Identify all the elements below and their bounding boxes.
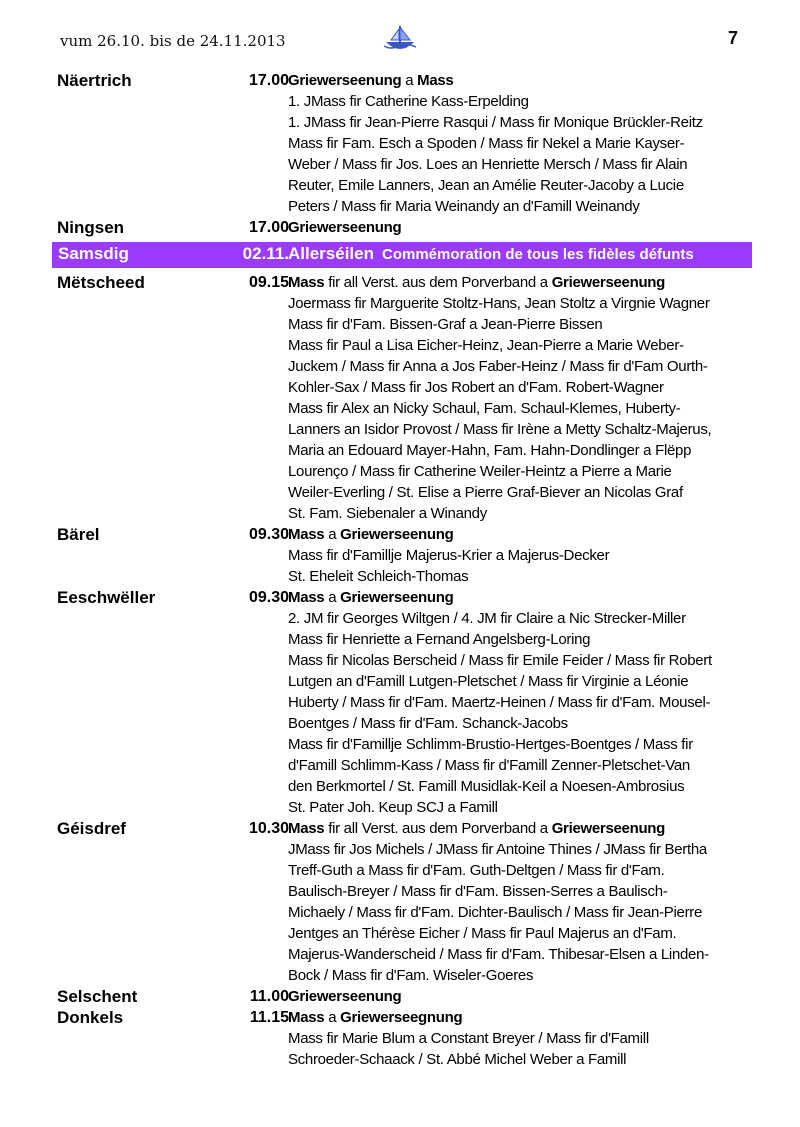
detail-line <box>288 175 747 196</box>
detail-line <box>288 734 747 755</box>
text: Mass fir d'Famillje Majerus-Krier a Majerus-Decker <box>288 547 610 564</box>
detail-line <box>288 692 747 713</box>
text: JMass fir Jos Michels / JMass fir Antoine Thines / JMass fir Bertha <box>288 841 707 858</box>
text: Schroeder-Schaack / St. Abbé Michel Weber a Famill <box>288 1051 627 1068</box>
service-details <box>288 524 747 587</box>
detail-line <box>288 818 747 839</box>
bold-text: Mass <box>417 72 454 89</box>
text: Maria an Edouard Mayer-Hahn, Fam. Hahn-Dondlinger a Flëpp <box>288 442 692 459</box>
detail-line <box>288 587 747 608</box>
text: Treff-Guth a Mass fir d'Fam. Guth-Deltgen / Mass fir d'Fam. <box>288 862 665 879</box>
detail-line <box>288 545 747 566</box>
day-date: 02.11. <box>242 244 289 263</box>
text: fir all Verst. aus dem Porverband a <box>324 274 552 291</box>
text: Boentges / Mass fir d'Fam. Schanck-Jacobs <box>288 715 568 732</box>
page-number: 7 <box>727 28 738 48</box>
schedule-after-day <box>57 272 747 1070</box>
detail-line <box>288 356 747 377</box>
detail-line <box>288 314 747 335</box>
place-name: Selschent <box>57 987 138 1006</box>
text: Juckem / Mass fir Anna a Jos Faber-Heinz / Mass fir d'Fam Ourth- <box>288 358 708 375</box>
detail-line <box>288 650 747 671</box>
bold-text: Griewerseenung <box>340 526 454 543</box>
text: Baulisch-Breyer / Mass fir d'Fam. Bissen-Serres a Baulisch- <box>288 883 668 900</box>
text: Joermass fir Marguerite Stoltz-Hans, Jean Stoltz a Virgnie Wagner <box>288 295 710 312</box>
detail-line <box>288 986 747 1007</box>
service-details <box>288 818 747 986</box>
date-range-header: vum 26.10. bis de 24.11.2013 <box>60 32 286 50</box>
service-details <box>288 70 747 217</box>
text: a <box>401 72 418 89</box>
text: a <box>324 1009 341 1026</box>
detail-line <box>288 461 747 482</box>
day-name: Samsdig <box>58 244 129 263</box>
service-time: 17.00 <box>248 72 289 89</box>
detail-line <box>288 272 747 293</box>
detail-line <box>288 154 747 175</box>
detail-line <box>288 91 747 112</box>
feast-name: Allerséilen <box>288 244 374 263</box>
text: Peters / Mass fir Maria Weinandy an d'Famill Weinandy <box>288 198 640 215</box>
place-name: Mëtscheed <box>57 273 145 292</box>
detail-line <box>288 881 747 902</box>
text: Mass fir Nicolas Berscheid / Mass fir Emile Feider / Mass fir Robert <box>288 652 712 669</box>
bold-text: Mass <box>288 820 325 837</box>
detail-line <box>288 1028 747 1049</box>
detail-line <box>288 1049 747 1070</box>
bold-text: Mass <box>288 526 325 543</box>
place-name: Géisdref <box>57 819 126 838</box>
service-details <box>288 587 747 818</box>
text: Weber / Mass fir Jos. Loes an Henriette Mersch / Mass fir Alain <box>288 156 688 173</box>
service-details <box>288 217 747 238</box>
schedule-entry <box>57 272 747 524</box>
text: Huberty / Mass fir d'Fam. Maertz-Heinen / Mass fir d'Fam. Mousel- <box>288 694 711 711</box>
text: a <box>324 589 341 606</box>
place-name: Eeschwëller <box>57 588 156 607</box>
feast <box>288 244 694 264</box>
detail-line <box>288 839 747 860</box>
detail-line <box>288 503 747 524</box>
detail-line <box>288 293 747 314</box>
text: fir all Verst. aus dem Porverband a <box>324 820 552 837</box>
text: d'Famill Schlimm-Kass / Mass fir d'Famill Zenner-Pletschet-Van <box>288 757 690 774</box>
schedule-before-day <box>57 70 747 238</box>
detail-line <box>288 860 747 881</box>
detail-line <box>288 629 747 650</box>
text: Mass fir Paul a Lisa Eicher-Heinz, Jean-Pierre a Marie Weber- <box>288 337 684 354</box>
bold-text: Griewerseenung <box>340 589 454 606</box>
text: 1. JMass fir Catherine Kass-Erpelding <box>288 93 529 110</box>
text: Lourenço / Mass fir Catherine Weiler-Heintz a Pierre a Marie <box>288 463 672 480</box>
detail-line <box>288 902 747 923</box>
schedule-entry <box>57 986 747 1007</box>
schedule <box>57 70 747 1070</box>
text: St. Eheleit Schleich-Thomas <box>288 568 469 585</box>
detail-line <box>288 377 747 398</box>
text: den Berkmortel / St. Famill Musidlak-Keil a Noesen-Ambrosius <box>288 778 685 795</box>
detail-line <box>288 713 747 734</box>
text: Mass fir Fam. Esch a Spoden / Mass fir Nekel a Marie Kayser- <box>288 135 685 152</box>
schedule-entry <box>57 1007 747 1070</box>
text: a <box>324 526 341 543</box>
text: Mass fir Henriette a Fernand Angelsberg-Loring <box>288 631 591 648</box>
detail-line <box>288 217 747 238</box>
service-details <box>288 1007 747 1070</box>
bold-text: Mass <box>288 274 325 291</box>
detail-line <box>288 398 747 419</box>
feast-subtitle: Commémoration de tous les fidèles défunts <box>382 246 694 263</box>
detail-line <box>288 133 747 154</box>
detail-line <box>288 1007 747 1028</box>
bold-text: Griewerseegnung <box>340 1009 463 1026</box>
detail-line <box>288 755 747 776</box>
detail-line <box>288 196 747 217</box>
text: Mass fir d'Fam. Bissen-Graf a Jean-Pierre Bissen <box>288 316 603 333</box>
schedule-entry <box>57 524 747 587</box>
text: 1. JMass fir Jean-Pierre Rasqui / Mass fir Monique Brückler-Reitz <box>288 114 703 131</box>
bold-text: Griewerseenung <box>288 988 402 1005</box>
detail-line <box>288 566 747 587</box>
detail-line <box>288 608 747 629</box>
text: Michaely / Mass fir d'Fam. Dichter-Baulisch / Mass fir Jean-Pierre <box>288 904 703 921</box>
detail-line <box>288 965 747 986</box>
text: Jentges an Thérèse Eicher / Mass fir Paul Majerus an d'Fam. <box>288 925 677 942</box>
schedule-entry <box>57 818 747 986</box>
text: St. Fam. Siebenaler a Winandy <box>288 505 487 522</box>
text: Mass fir Alex an Nicky Schaul, Fam. Schaul-Klemes, Huberty- <box>288 400 681 417</box>
text: 2. JM fir Georges Wiltgen / 4. JM fir Claire a Nic Strecker-Miller <box>288 610 686 627</box>
detail-line <box>288 776 747 797</box>
schedule-entry <box>57 70 747 217</box>
service-time: 10.30 <box>248 820 289 837</box>
text: St. Pater Joh. Keup SCJ a Famill <box>288 799 498 816</box>
text: Mass fir Marie Blum a Constant Breyer / Mass fir d'Famill <box>288 1030 649 1047</box>
detail-line <box>288 70 747 91</box>
text: Lanners an Isidor Provost / Mass fir Irène a Metty Schaltz-Majerus, <box>288 421 712 438</box>
place-name: Bärel <box>57 525 100 544</box>
text: Majerus-Wanderscheid / Mass fir d'Fam. Thibesar-Elsen a Linden- <box>288 946 709 963</box>
detail-line <box>288 797 747 818</box>
boat-logo-icon <box>382 22 418 58</box>
bold-text: Mass <box>288 1009 325 1026</box>
detail-line <box>288 944 747 965</box>
place-name: Näertrich <box>57 71 132 90</box>
service-time: 11.00 <box>249 988 289 1005</box>
service-time: 17.00 <box>248 219 289 236</box>
detail-line <box>288 524 747 545</box>
bold-text: Mass <box>288 589 325 606</box>
schedule-entry <box>57 217 747 238</box>
schedule-entry <box>57 587 747 818</box>
service-details <box>288 272 747 524</box>
detail-line <box>288 482 747 503</box>
bold-text: Griewerseenung <box>288 72 402 89</box>
detail-line <box>288 440 747 461</box>
service-time: 09.15 <box>248 274 289 291</box>
text: Kohler-Sax / Mass fir Jos Robert an d'Fam. Robert-Wagner <box>288 379 664 396</box>
detail-line <box>288 671 747 692</box>
bold-text: Griewerseenung <box>551 274 666 291</box>
service-time: 11.15 <box>249 1009 289 1026</box>
place-name: Donkels <box>57 1008 124 1027</box>
text: Lutgen an d'Famill Lutgen-Pletschet / Mass fir Virginie a Léonie <box>288 673 689 690</box>
text: Reuter, Emile Lanners, Jean an Amélie Reuter-Jacoby a Lucie <box>288 177 684 194</box>
place-name: Ningsen <box>57 218 125 237</box>
service-time: 09.30 <box>248 589 289 606</box>
detail-line <box>288 335 747 356</box>
day-bar <box>52 242 752 268</box>
text: Weiler-Everling / St. Elise a Pierre Graf-Biever an Nicolas Graf <box>288 484 683 501</box>
bold-text: Griewerseenung <box>551 820 666 837</box>
text: Mass fir d'Famillje Schlimm-Brustio-Hertges-Boentges / Mass fir <box>288 736 693 753</box>
detail-line <box>288 112 747 133</box>
detail-line <box>288 419 747 440</box>
detail-line <box>288 923 747 944</box>
service-details <box>288 986 747 1007</box>
bold-text: Griewerseenung <box>288 219 402 236</box>
text: Bock / Mass fir d'Fam. Wiseler-Goeres <box>288 967 534 984</box>
service-time: 09.30 <box>248 526 289 543</box>
